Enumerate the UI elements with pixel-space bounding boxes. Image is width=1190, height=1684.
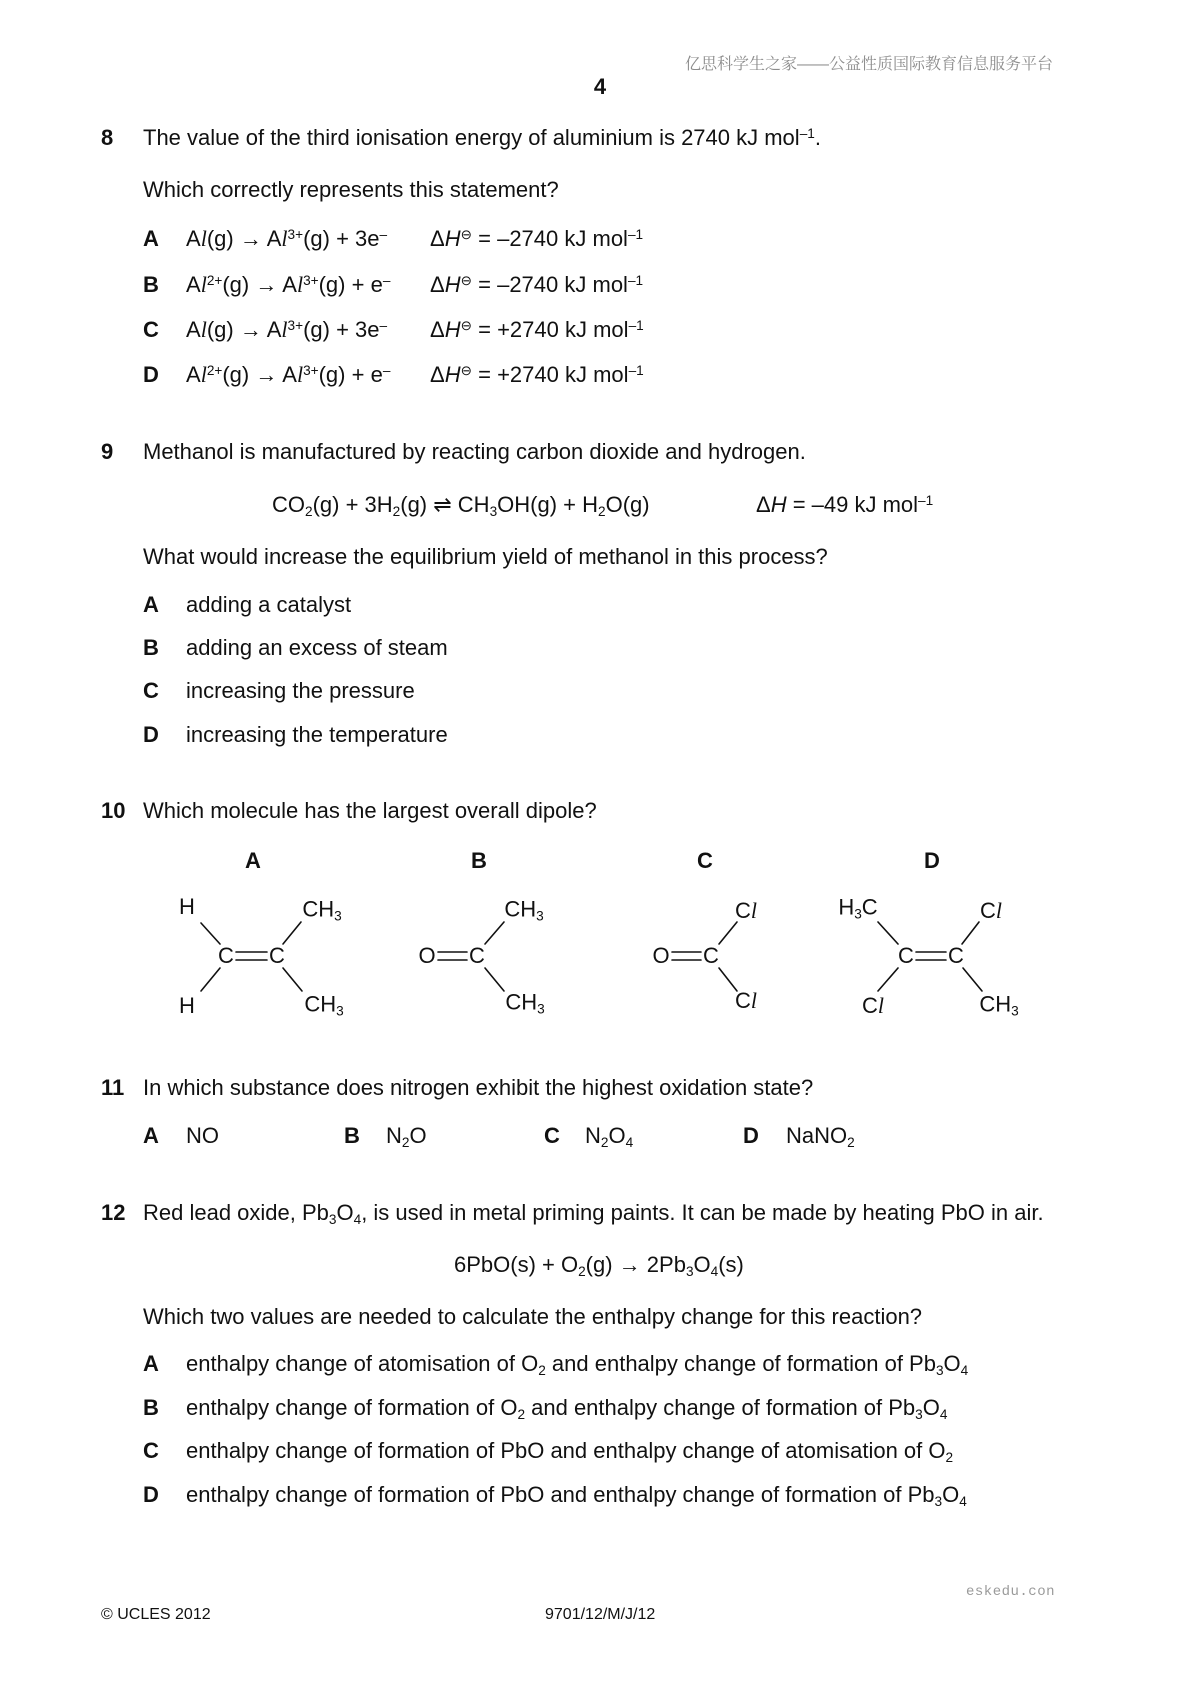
subscript: 3	[935, 1362, 944, 1378]
atom-label	[418, 943, 435, 969]
text-run: (g) → 2Pb	[585, 1252, 686, 1277]
option-formula	[786, 1123, 855, 1149]
atom-label	[269, 943, 285, 969]
atom-label	[838, 895, 877, 924]
italic-letter: l	[296, 362, 304, 387]
italic-symbol: H	[770, 492, 787, 517]
subscript: 3	[536, 908, 544, 924]
superscript: 3+	[303, 273, 319, 289]
italic-letter: l	[750, 898, 758, 923]
equilibrium-equation	[272, 492, 650, 518]
text-run: Δ	[430, 317, 445, 342]
atom-label	[979, 992, 1018, 1021]
question-number: 11	[101, 1075, 125, 1100]
question-number: 12	[101, 1200, 126, 1225]
text-run: enthalpy change of formation of O	[186, 1395, 518, 1420]
superscript: –	[382, 273, 391, 289]
option-text	[186, 1395, 947, 1421]
subscript: 3	[537, 1001, 545, 1017]
single-bond	[962, 922, 979, 944]
subscript: 2	[598, 503, 606, 519]
subscript: 2	[578, 1263, 586, 1279]
atom-label	[179, 993, 195, 1019]
text-run: Δ	[430, 272, 445, 297]
site-watermark: eskedu.con	[965, 1584, 1055, 1600]
question-stem	[143, 125, 821, 151]
text-run: Δ	[756, 492, 771, 517]
option-letter: A	[143, 1351, 159, 1376]
question-prompt: What would increase the equilibrium yield of methanol in this process?	[143, 544, 828, 569]
italic-symbol: H	[444, 226, 461, 251]
superscript: –	[379, 318, 388, 334]
subscript: 3	[334, 908, 342, 924]
option-letter: D	[743, 1123, 759, 1148]
option-text	[186, 1438, 953, 1464]
subscript: 4	[960, 1362, 969, 1378]
text-run: C	[734, 898, 751, 923]
option-formula	[386, 1123, 427, 1149]
option-letter: B	[143, 635, 159, 660]
structure-letter-c: C	[697, 848, 713, 873]
text-run: enthalpy change of formation of PbO and enthalpy change of formation of Pb	[186, 1482, 935, 1507]
text-run: (g) → A	[206, 226, 282, 251]
subscript: 3	[489, 503, 498, 519]
option-letter: C	[143, 678, 159, 703]
option-formula	[186, 1123, 219, 1149]
text-run: O	[922, 1395, 940, 1420]
text-run: O	[943, 1351, 961, 1376]
superscript: 3+	[303, 363, 319, 379]
option-letter: C	[143, 1438, 159, 1463]
option-enthalpy	[430, 226, 643, 252]
text-run: C	[269, 943, 285, 968]
question-number: 8	[101, 125, 114, 150]
atom-label	[302, 897, 341, 926]
subscript: 4	[353, 1211, 362, 1227]
single-bond	[201, 968, 220, 991]
superscript: ⊖	[460, 273, 473, 289]
option-letter: D	[143, 722, 159, 747]
superscript: –1	[628, 318, 644, 334]
single-bond	[283, 968, 302, 991]
atom-label	[948, 943, 964, 969]
option-reaction	[186, 226, 387, 252]
superscript: 2+	[206, 363, 223, 379]
structure-letter-d: D	[924, 848, 940, 873]
text-run: A	[186, 272, 201, 297]
option-letter: B	[143, 1395, 159, 1420]
superscript: –	[379, 227, 388, 243]
text-run: , is used in metal priming paints. It can be made by heating PbO in air.	[361, 1200, 1044, 1225]
atom-label	[735, 898, 757, 924]
italic-letter: l	[200, 226, 207, 251]
italic-letter: l	[200, 272, 207, 297]
superscript: –1	[627, 273, 644, 289]
option-letter: D	[143, 362, 159, 387]
option-reaction	[186, 362, 390, 388]
single-bond	[485, 922, 504, 944]
text-run: C	[861, 993, 878, 1018]
text-run: O(g)	[605, 492, 650, 517]
text-run: OH(g) + H	[497, 492, 599, 517]
option-letter: C	[544, 1123, 560, 1148]
subscript: 2	[945, 1449, 954, 1465]
subscript: 3	[934, 1493, 943, 1509]
text-run: The value of the third ionisation energy of aluminium is 2740 kJ mol	[143, 125, 800, 150]
text-run: = +2740 kJ mol	[472, 362, 629, 387]
text-run: Δ	[430, 362, 445, 387]
italic-letter: l	[750, 988, 758, 1013]
text-run: (g) ⇌ CH	[400, 492, 490, 517]
text-run: 6PbO(s) + O	[454, 1252, 579, 1277]
option-letter: A	[143, 592, 159, 617]
subscript: 4	[710, 1263, 719, 1279]
subscript: 3	[336, 1003, 344, 1019]
text-run: C	[734, 988, 751, 1013]
atom-label	[735, 988, 757, 1014]
option-text: increasing the pressure	[186, 678, 415, 703]
subscript: 2	[538, 1362, 546, 1378]
italic-letter: l	[296, 272, 304, 297]
atom-label	[862, 993, 884, 1019]
text-run: O	[652, 943, 670, 968]
atom-label	[179, 894, 195, 920]
text-run: O	[409, 1123, 427, 1148]
text-run: CH	[505, 989, 538, 1015]
text-run: CH	[304, 991, 337, 1017]
text-run: enthalpy change of atomisation of O	[186, 1351, 539, 1376]
single-bond	[719, 922, 737, 944]
text-run: (g) + e	[318, 272, 383, 297]
text-run: C	[218, 943, 234, 968]
subscript: 3	[915, 1406, 923, 1422]
text-run: CH	[504, 896, 537, 922]
option-letter: A	[143, 1123, 159, 1148]
subscript: 2	[305, 503, 313, 519]
text-run: .	[814, 125, 821, 150]
text-run: and enthalpy change of formation of Pb	[525, 1395, 916, 1420]
question-prompt: Which correctly represents this statement?	[143, 177, 559, 202]
subscript: 3	[854, 906, 862, 922]
superscript: –	[382, 363, 391, 379]
atom-label	[218, 943, 234, 969]
subscript: 2	[392, 503, 401, 519]
structure-letter-a: A	[245, 848, 261, 873]
text-run: O	[942, 1482, 960, 1507]
superscript: 3+	[287, 227, 304, 243]
atom-label	[505, 990, 544, 1019]
text-run: Δ	[430, 226, 445, 251]
text-run: C	[979, 898, 996, 923]
question-stem: Methanol is manufactured by reacting carbon dioxide and hydrogen.	[143, 439, 806, 464]
text-run: H	[838, 894, 855, 920]
option-letter: A	[143, 226, 159, 251]
text-run: (g) → A	[222, 362, 297, 387]
single-bond	[963, 968, 982, 991]
option-enthalpy	[430, 317, 644, 343]
text-run: CH	[979, 991, 1012, 1017]
single-bond	[283, 922, 301, 944]
italic-letter: l	[200, 362, 207, 387]
text-run: NaNO	[786, 1123, 848, 1148]
text-run: N	[585, 1123, 601, 1148]
structure-letter-b: B	[471, 848, 487, 873]
text-run: C	[898, 943, 914, 968]
text-run: O	[608, 1123, 626, 1148]
atom-label	[504, 897, 543, 926]
option-text: increasing the temperature	[186, 722, 448, 747]
superscript: –1	[628, 363, 644, 379]
question-stem	[143, 1200, 1044, 1226]
subscript: 4	[625, 1134, 634, 1150]
atom-label	[652, 943, 669, 969]
italic-symbol: H	[444, 317, 461, 342]
text-run: and enthalpy change of formation of Pb	[545, 1351, 936, 1376]
subscript: 3	[685, 1263, 694, 1279]
text-run: A	[186, 317, 201, 342]
option-letter: B	[344, 1123, 360, 1148]
option-text	[186, 1482, 967, 1508]
reaction-enthalpy	[756, 492, 933, 518]
text-run: (s)	[718, 1252, 744, 1277]
single-bond	[878, 968, 898, 991]
subscript: 2	[600, 1134, 609, 1150]
single-bond	[485, 968, 504, 991]
italic-letter: l	[281, 226, 288, 251]
option-enthalpy	[430, 362, 644, 388]
text-run: O	[693, 1252, 711, 1277]
option-text: adding a catalyst	[186, 592, 352, 617]
subscript: 2	[847, 1134, 855, 1150]
text-run: = +2740 kJ mol	[472, 317, 629, 342]
subscript: 3	[1011, 1003, 1019, 1019]
italic-symbol: H	[444, 272, 461, 297]
single-bond	[878, 922, 898, 944]
copyright-notice: © UCLES 2012	[101, 1606, 211, 1623]
text-run: H	[179, 894, 195, 919]
text-run: enthalpy change of formation of PbO and enthalpy change of atomisation of O	[186, 1438, 946, 1463]
text-run: NO	[186, 1123, 219, 1148]
text-run: CO	[272, 492, 305, 517]
option-letter: D	[143, 1482, 159, 1507]
text-run: = –2740 kJ mol	[472, 226, 628, 251]
paper-code: 9701/12/M/J/12	[545, 1606, 656, 1623]
text-run: (g) → A	[206, 317, 282, 342]
superscript: –1	[627, 227, 644, 243]
text-run: O	[418, 943, 436, 968]
single-bond	[201, 923, 220, 944]
text-run: Red lead oxide, Pb	[143, 1200, 329, 1225]
option-reaction	[186, 272, 390, 298]
option-enthalpy	[430, 272, 643, 298]
italic-letter: l	[200, 317, 207, 342]
question-number: 9	[101, 439, 114, 464]
atom-label	[703, 943, 719, 969]
text-run: A	[186, 226, 201, 251]
atom-label	[898, 943, 914, 969]
option-text: adding an excess of steam	[186, 635, 448, 660]
text-run: (g) → A	[222, 272, 297, 297]
subscript: 2	[401, 1134, 410, 1150]
superscript: ⊖	[460, 318, 473, 334]
atom-label	[980, 898, 1002, 924]
atom-label	[469, 943, 485, 969]
text-run: (g) + 3e	[303, 317, 380, 342]
question-prompt: Which two values are needed to calculate the enthalpy change for this reaction?	[143, 1304, 923, 1329]
text-run: = –49 kJ mol	[786, 492, 919, 517]
option-letter: C	[143, 317, 159, 342]
superscript: 2+	[206, 273, 223, 289]
question-prompt: In which substance does nitrogen exhibit the highest oxidation state?	[143, 1075, 814, 1100]
superscript: ⊖	[460, 363, 473, 379]
reaction-equation	[454, 1252, 744, 1278]
text-run: O	[336, 1200, 354, 1225]
option-letter: B	[143, 272, 159, 297]
page-number: 4	[593, 74, 607, 99]
text-run: H	[179, 993, 195, 1018]
watermark-header: 亿思科学生之家——公益性质国际教育信息服务平台	[684, 56, 1053, 73]
text-run: (g) + 3e	[303, 226, 380, 251]
atom-label	[304, 992, 343, 1021]
text-run: = –2740 kJ mol	[472, 272, 628, 297]
superscript: –1	[799, 126, 815, 142]
question-number: 10	[101, 798, 126, 823]
option-text	[186, 1351, 968, 1377]
superscript: 3+	[287, 318, 304, 334]
text-run: A	[186, 362, 201, 387]
italic-letter: l	[995, 898, 1003, 923]
text-run: C	[703, 943, 719, 968]
question-prompt: Which molecule has the largest overall dipole?	[143, 798, 597, 823]
subscript: 2	[517, 1406, 526, 1422]
subscript: 3	[328, 1211, 337, 1227]
italic-letter: l	[281, 317, 288, 342]
text-run: (g) + e	[318, 362, 383, 387]
option-reaction	[186, 317, 387, 343]
italic-symbol: H	[444, 362, 461, 387]
subscript: 4	[939, 1406, 948, 1422]
text-run: C	[861, 894, 878, 920]
text-run: (g) + 3H	[312, 492, 393, 517]
subscript: 4	[959, 1493, 967, 1509]
text-run: C	[948, 943, 964, 968]
text-run: C	[469, 943, 485, 968]
italic-letter: l	[877, 993, 885, 1018]
text-run: N	[386, 1123, 402, 1148]
superscript: –1	[918, 493, 934, 509]
superscript: ⊖	[460, 227, 473, 243]
option-formula	[585, 1123, 633, 1149]
text-run: CH	[302, 896, 335, 922]
